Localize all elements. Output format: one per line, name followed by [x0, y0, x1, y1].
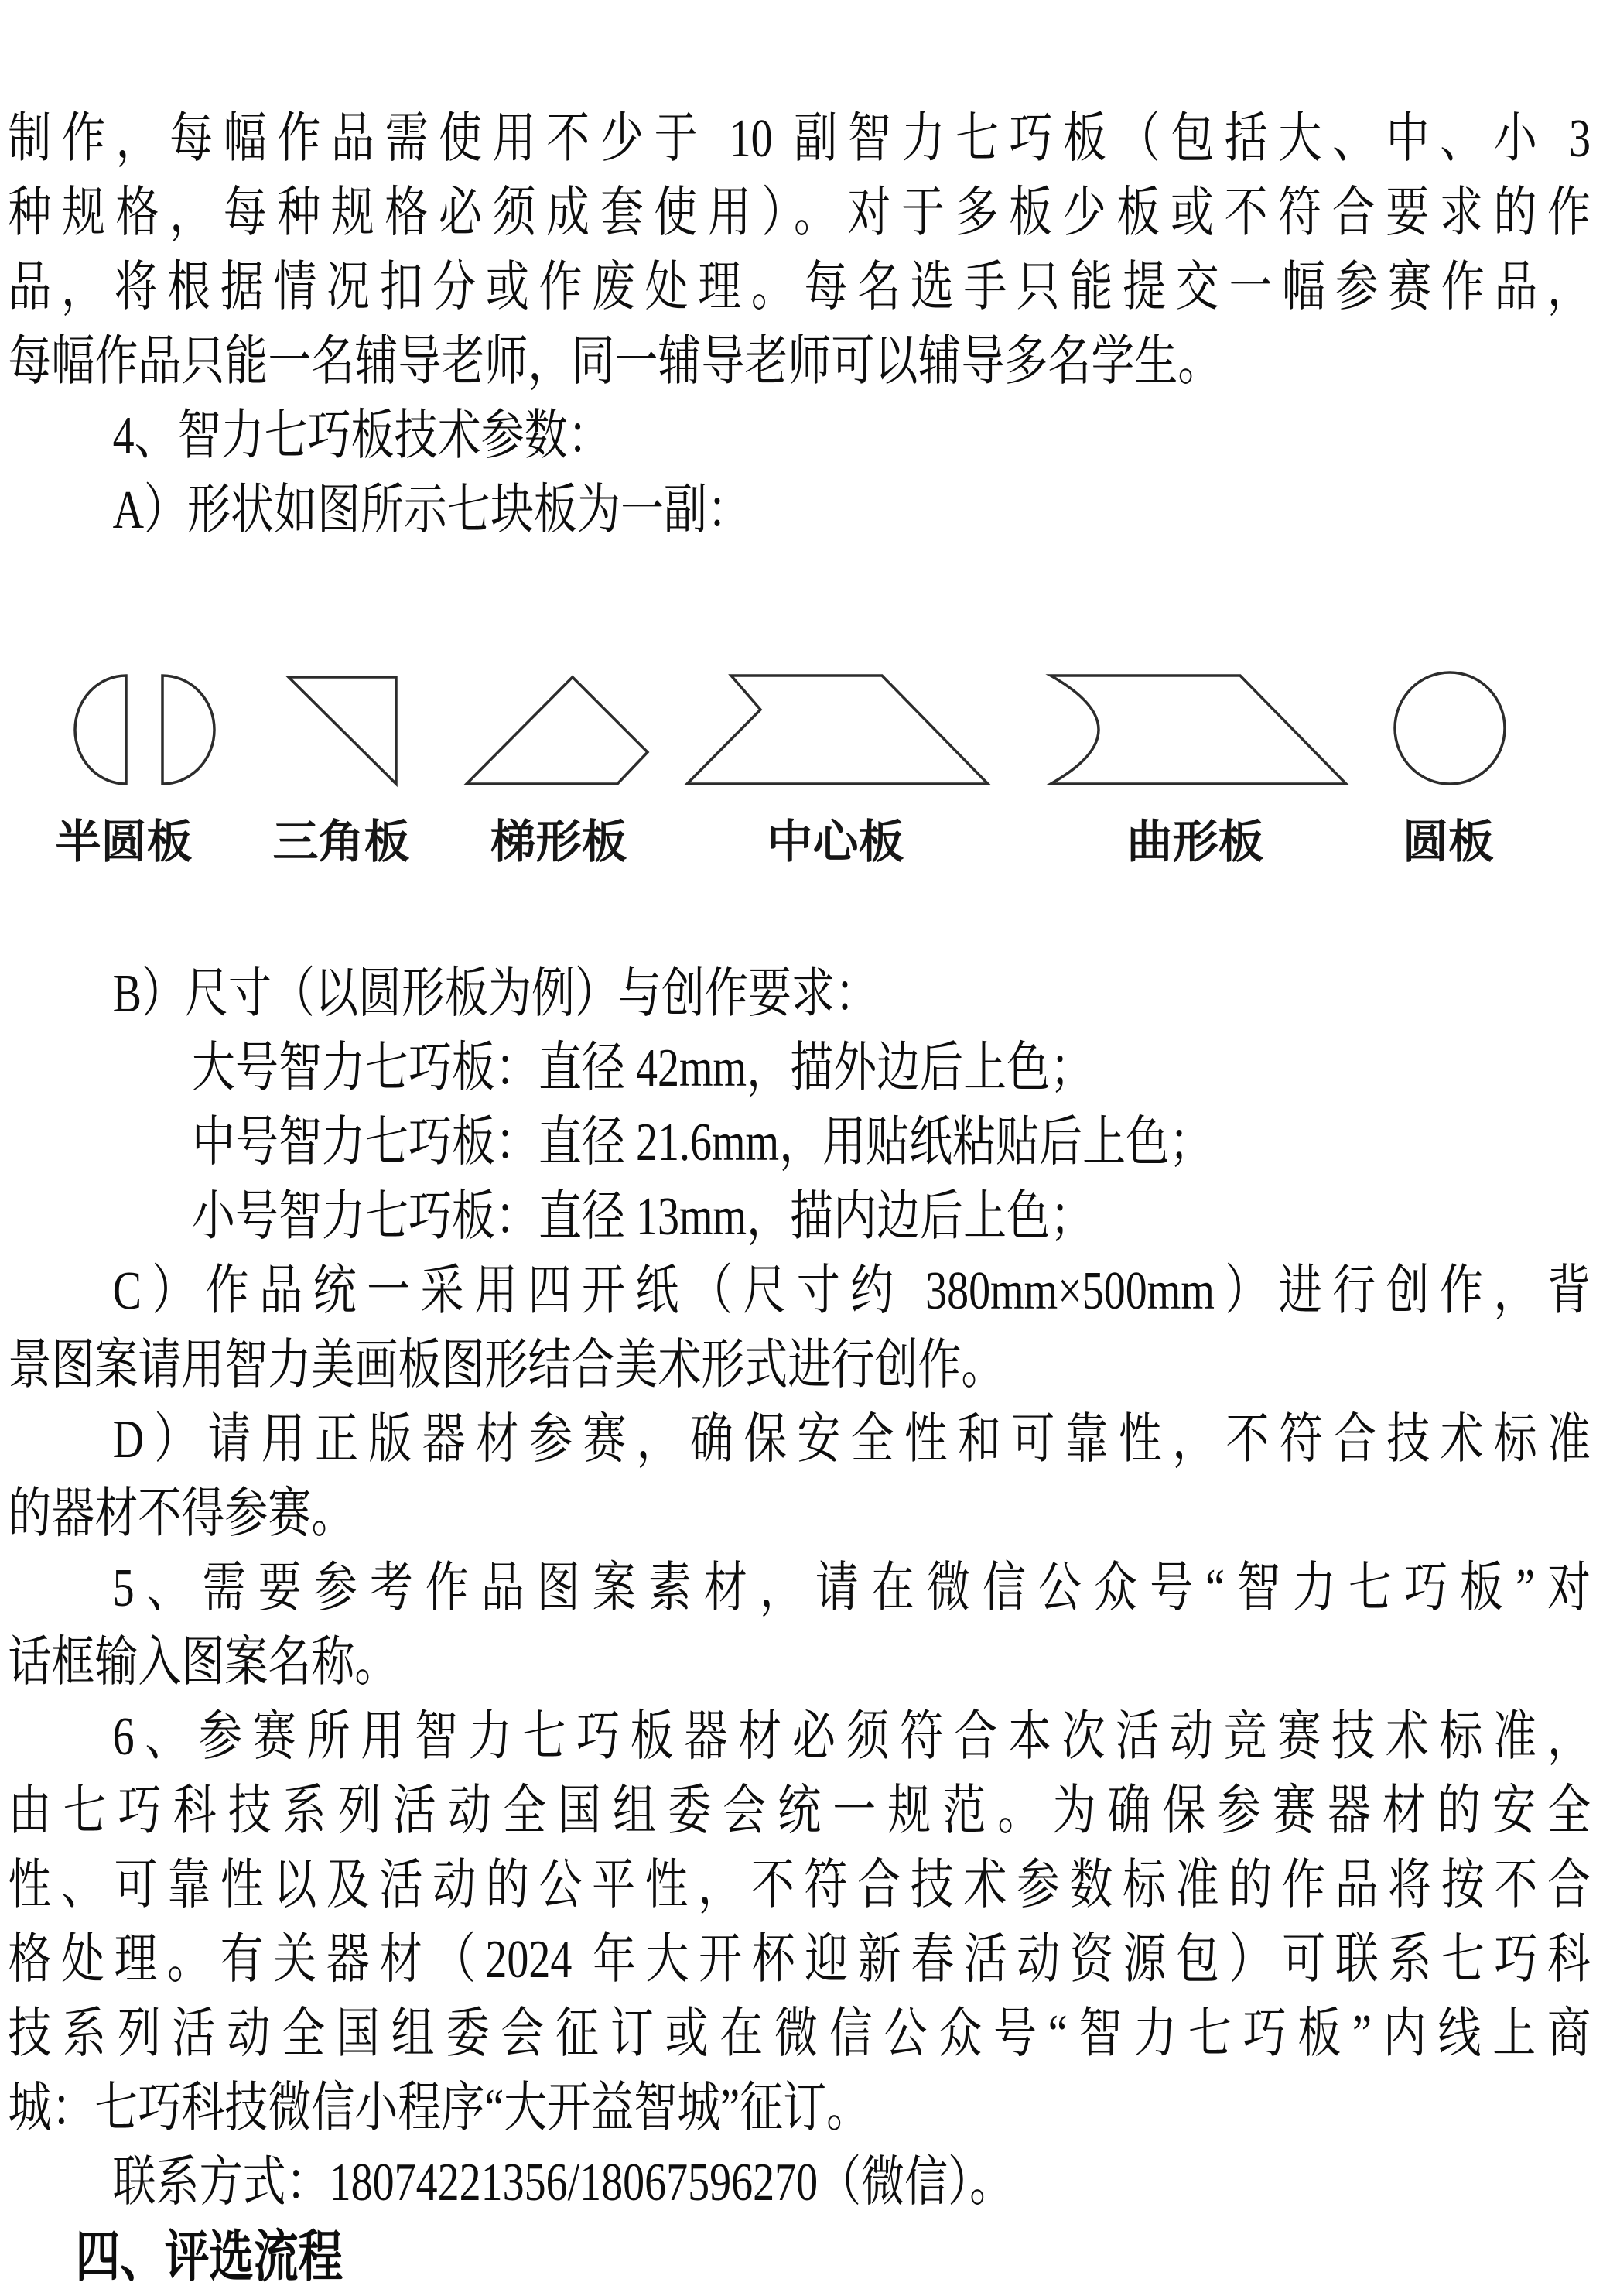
item-c-line: C）作品统一采用四开纸（尺寸约 380mm×500mm）进行创作，背: [112, 1261, 1591, 1321]
circle-piece: [1395, 672, 1505, 784]
center-piece: [687, 676, 988, 784]
piece-label-trapezoid: 梯形板: [490, 816, 627, 867]
item-4-heading: 4、智力七巧板技术参数：: [112, 406, 611, 466]
item-5-line: 话框输入图案名称。: [8, 1633, 398, 1692]
piece-label-semicircle: 半圆板: [55, 816, 193, 867]
triangle-piece: [289, 677, 396, 784]
tangram-pieces-figure: [0, 548, 1603, 957]
item-b-heading: B）尺寸（以圆形板为例）与创作要求：: [112, 964, 878, 1024]
item-6-line: 格处理。有关器材（2024 年大开杯迎新春活动资源包）可联系七巧科: [8, 1930, 1591, 1990]
item-d-line: D）请用正版器材参赛，确保安全性和可靠性，不符合技术标准: [112, 1410, 1591, 1470]
text-line: 品，将根据情况扣分或作废处理。每名选手只能提交一幅参赛作品，: [8, 258, 1591, 317]
contact-line: 联系方式：18074221356/18067596270（微信）。: [112, 2153, 1013, 2212]
item-6-line: 性、可靠性以及活动的公平性，不符合技术参数标准的作品将按不合: [8, 1856, 1591, 1915]
piece-label-triangle: 三角板: [272, 816, 410, 867]
curved-piece: [1051, 676, 1346, 784]
item-5-line: 5、需要参考作品图案素材，请在微信公众号“智力七巧板”对: [112, 1559, 1591, 1618]
item-a-heading: A）形状如图所示七块板为一副：: [112, 481, 751, 540]
item-6-line: 由七巧科技系列活动全国组委会统一规范。为确保参赛器材的安全: [8, 1781, 1591, 1841]
item-c-line: 景图案请用智力美画板图形结合美术形式进行创作。: [8, 1336, 1005, 1395]
piece-label-curved: 曲形板: [1126, 816, 1264, 867]
text-line: 制作，每幅作品需使用不少于 10 副智力七巧板（包括大、中、小 3: [8, 109, 1591, 169]
item-6-line: 6、参赛所用智力七巧板器材必须符合本次活动竞赛技术标准，: [112, 1707, 1591, 1767]
item-6-line: 城：七巧科技微信小程序“大开益智城”征订。: [8, 2079, 870, 2138]
size-spec-medium: 中号智力七巧板：直径 21.6mm，用贴纸粘贴后上色；: [192, 1113, 1213, 1172]
size-spec-large: 大号智力七巧板：直径 42mm，描外边后上色；: [192, 1039, 1094, 1098]
section-heading: 四、评选流程: [75, 2226, 344, 2288]
semicircle-piece-left: [75, 676, 126, 784]
item-6-line: 技系列活动全国组委会征订或在微信公众号“智力七巧板”内线上商: [8, 2004, 1591, 2064]
semicircle-piece-right: [162, 676, 214, 784]
piece-label-center: 中心板: [767, 816, 904, 867]
trapezoid-piece: [467, 677, 648, 784]
item-d-line: 的器材不得参赛。: [8, 1484, 355, 1544]
size-spec-small: 小号智力七巧板：直径 13mm，描内边后上色；: [192, 1187, 1094, 1247]
text-line: 种规格，每种规格必须成套使用）。对于多板少板或不符合要求的作: [8, 183, 1591, 243]
piece-label-circle: 圆板: [1402, 816, 1495, 867]
text-line: 每幅作品只能一名辅导老师，同一辅导老师可以辅导多名学生。: [8, 332, 1222, 392]
